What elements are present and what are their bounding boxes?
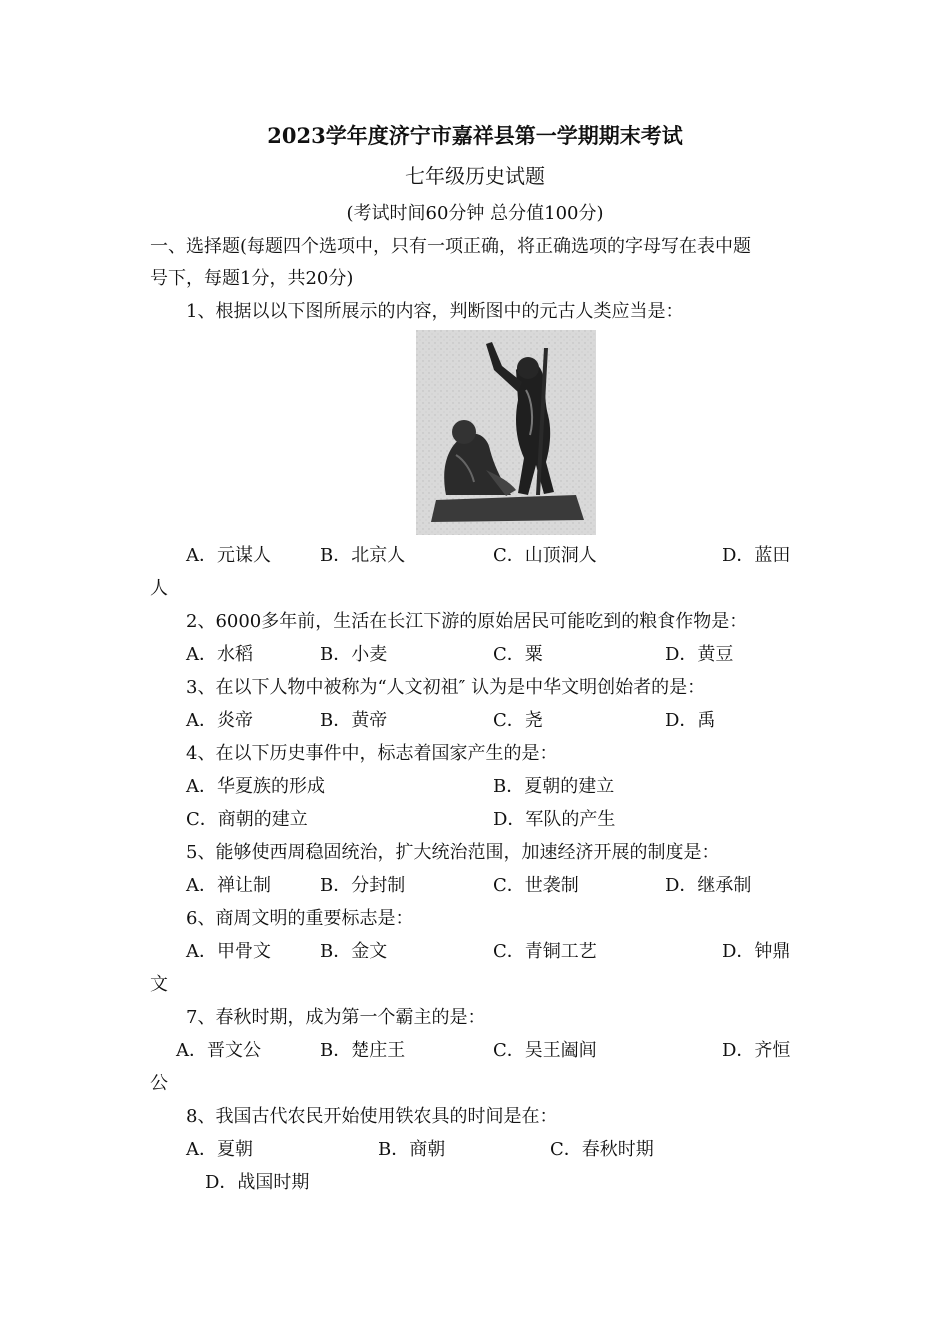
q3-option-a: A．炎帝: [186, 710, 253, 731]
q5-option-b: B．分封制: [320, 875, 406, 896]
q4-option-c: C．商朝的建立: [186, 809, 308, 830]
ancient-humans-sculpture-icon: [416, 330, 596, 535]
q8-option-b: B．商朝: [378, 1139, 446, 1160]
q1-option-a: A．元谋人: [186, 545, 271, 566]
q6-option-a: A．甲骨文: [186, 941, 271, 962]
q8-option-a: A．夏朝: [186, 1139, 253, 1160]
q2-option-c: C．粟: [493, 644, 543, 665]
question-6-stem: 6、商周文明的重要标志是：: [186, 908, 414, 929]
q6-option-b: B．金文: [320, 941, 388, 962]
q2-option-d: D．黄豆: [665, 644, 734, 665]
question-1-figure: [416, 330, 596, 535]
q8-option-d: D．战国时期: [205, 1172, 310, 1193]
q1-option-d-wrap: 人: [150, 578, 168, 599]
q5-option-d: D．继承制: [665, 875, 752, 896]
q7-option-a: A．晋文公: [176, 1040, 261, 1061]
q2-option-b: B．小麦: [320, 644, 388, 665]
q1-option-b: B．北京人: [320, 545, 406, 566]
q4-option-b: B．夏朝的建立: [493, 776, 615, 797]
q7-option-c: C．吴王阖闾: [493, 1040, 597, 1061]
q1-option-c: C．山顶洞人: [493, 545, 597, 566]
question-3-stem: 3、在以下人物中被称为“人文初祖″ 认为是中华文明创始者的是：: [186, 677, 706, 698]
question-1-stem: 1、根据以以下图所展示的内容，判断图中的元古人类应当是：: [186, 301, 684, 322]
q7-option-b: B．楚庄王: [320, 1040, 406, 1061]
q7-option-d-wrap: 公: [150, 1073, 168, 1094]
q7-option-d: D．齐恒: [722, 1040, 791, 1061]
question-5-stem: 5、能够使西周稳固统治，扩大统治范围，加速经济开展的制度是：: [186, 842, 720, 863]
q6-option-d-wrap: 文: [150, 974, 168, 995]
question-2-stem: 2、6000多年前，生活在长江下游的原始居民可能吃到的粮食作物是：: [186, 611, 748, 632]
q4-option-a: A．华夏族的形成: [186, 776, 325, 797]
section-intro-line2: 号下，每题1分，共20分): [150, 268, 354, 289]
section-intro-line1: 一、选择题(每题四个选项中，只有一项正确，将正确选项的字母写在表中题: [150, 236, 752, 257]
q6-option-c: C．青铜工艺: [493, 941, 597, 962]
q5-option-a: A．禅让制: [186, 875, 271, 896]
q1-option-d: D．蓝田: [722, 545, 791, 566]
question-7-stem: 7、春秋时期，成为第一个霸主的是：: [186, 1007, 486, 1028]
q3-option-b: B．黄帝: [320, 710, 388, 731]
q3-option-d: D．禹: [665, 710, 716, 731]
question-4-stem: 4、在以下历史事件中，标志着国家产生的是：: [186, 743, 558, 764]
q6-option-d: D．钟鼎: [722, 941, 791, 962]
exam-info: (考试时间60分钟 总分值100分): [346, 203, 604, 224]
exam-subtitle: 七年级历史试题: [405, 164, 545, 188]
q8-option-c: C．春秋时期: [550, 1139, 654, 1160]
q4-option-d: D．军队的产生: [493, 809, 616, 830]
exam-title: 2023学年度济宁市嘉祥县第一学期期末考试: [267, 123, 683, 148]
q3-option-c: C．尧: [493, 710, 543, 731]
q2-option-a: A．水稻: [186, 644, 253, 665]
question-8-stem: 8、我国古代农民开始使用铁农具的时间是在：: [186, 1106, 558, 1127]
q5-option-c: C．世袭制: [493, 875, 579, 896]
